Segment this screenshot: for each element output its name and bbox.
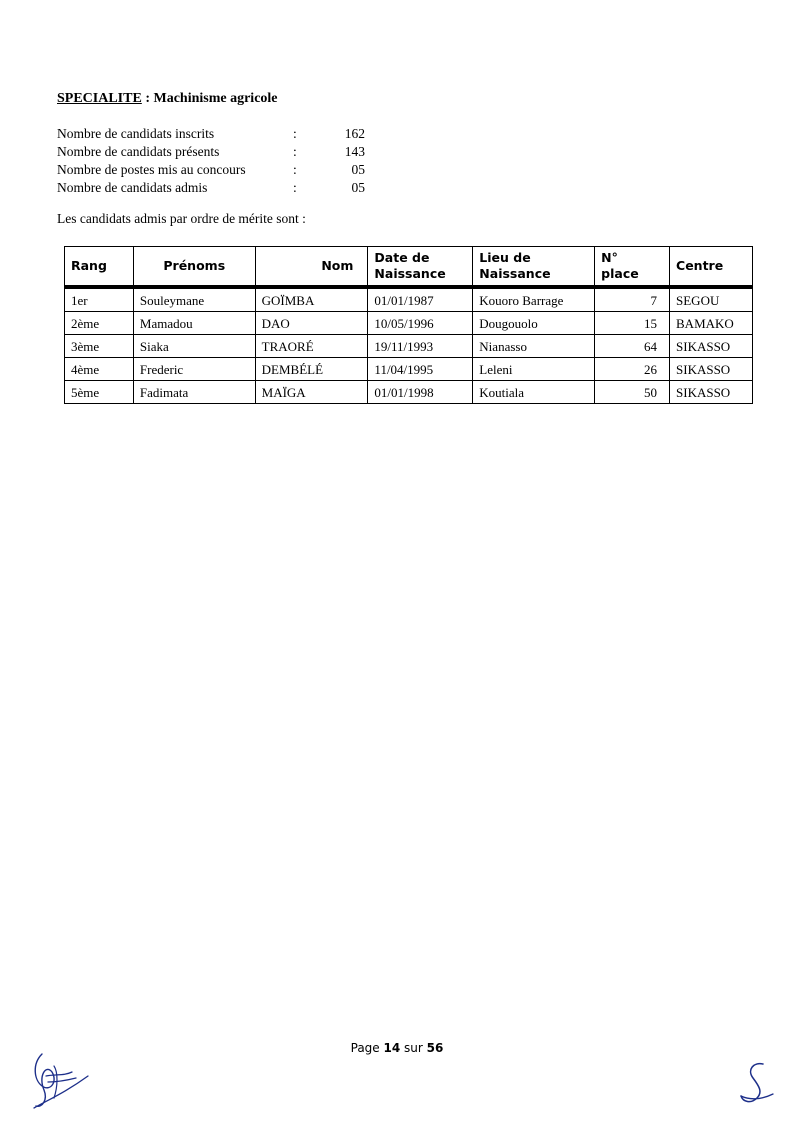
cell-nom: MAÏGA <box>255 381 368 404</box>
cell-place: 15 <box>595 312 670 335</box>
cell-nom: TRAORÉ <box>255 335 368 358</box>
stat-colon: : <box>293 180 297 195</box>
table-row <box>65 381 753 404</box>
stat-colon: : <box>293 144 297 159</box>
cell-nom: DAO <box>255 312 368 335</box>
table-row <box>65 335 753 358</box>
cell-prenoms: Souleymane <box>133 287 255 312</box>
header-numero-place <box>595 247 670 288</box>
stat-row <box>57 125 377 143</box>
stat-label: Nombre de candidats admis <box>57 180 208 195</box>
cell-rang: 4ème <box>65 358 134 381</box>
stat-label: Nombre de postes mis au concours <box>57 162 246 177</box>
stat-colon: : <box>293 162 297 177</box>
signature-left-icon <box>28 1046 94 1114</box>
table-row <box>65 287 753 312</box>
cell-prenoms: Frederic <box>133 358 255 381</box>
table-row <box>65 312 753 335</box>
cell-nom: DEMBÉLÉ <box>255 358 368 381</box>
header-centre: Centre <box>670 247 753 288</box>
cell-date: 01/01/1987 <box>368 287 473 312</box>
header-lieu-line1: Lieu de <box>479 250 531 265</box>
cell-place: 26 <box>595 358 670 381</box>
signature-right-icon <box>733 1058 779 1108</box>
cell-prenoms: Mamadou <box>133 312 255 335</box>
table-row <box>65 358 753 381</box>
header-date-naissance <box>368 247 473 288</box>
footer-page-word: Page <box>350 1041 380 1055</box>
header-place-line1: N° <box>601 250 618 265</box>
stat-value: 143 <box>344 144 365 159</box>
cell-date: 19/11/1993 <box>368 335 473 358</box>
candidate-stats <box>57 125 377 197</box>
cell-date: 10/05/1996 <box>368 312 473 335</box>
cell-rang: 3ème <box>65 335 134 358</box>
stat-colon: : <box>293 126 297 141</box>
stat-row <box>57 161 377 179</box>
cell-prenoms: Siaka <box>133 335 255 358</box>
header-date-line2: Naissance <box>374 266 446 281</box>
header-nom: Nom <box>255 247 368 288</box>
cell-lieu: Dougouolo <box>473 312 595 335</box>
page-footer <box>0 1041 794 1055</box>
stat-value: 05 <box>351 162 365 177</box>
stat-value: 05 <box>351 180 365 195</box>
footer-page-number: 14 <box>383 1041 401 1055</box>
cell-rang: 5ème <box>65 381 134 404</box>
results-intro: Les candidats admis par ordre de mérite sont : <box>57 211 306 226</box>
header-prenoms: Prénoms <box>133 247 255 288</box>
stat-label: Nombre de candidats inscrits <box>57 126 215 141</box>
specialite-value: Machinisme agricole <box>153 91 278 106</box>
header-rang: Rang <box>65 247 134 288</box>
cell-lieu: Kouoro Barrage <box>473 287 595 312</box>
table-header-row <box>65 247 753 288</box>
cell-lieu: Koutiala <box>473 381 595 404</box>
header-lieu-naissance <box>473 247 595 288</box>
header-lieu-line2: Naissance <box>479 266 551 281</box>
cell-centre: SIKASSO <box>670 335 753 358</box>
cell-centre: BAMAKO <box>670 312 753 335</box>
cell-lieu: Nianasso <box>473 335 595 358</box>
cell-rang: 2ème <box>65 312 134 335</box>
cell-date: 11/04/1995 <box>368 358 473 381</box>
stat-row <box>57 179 377 197</box>
cell-rang: 1er <box>65 287 134 312</box>
header-place-line2: place <box>601 266 639 281</box>
footer-sur-word: sur <box>404 1041 423 1055</box>
specialite-separator: : <box>141 91 154 106</box>
stat-value: 162 <box>344 126 365 141</box>
cell-centre: SIKASSO <box>670 381 753 404</box>
cell-place: 7 <box>595 287 670 312</box>
cell-centre: SEGOU <box>670 287 753 312</box>
cell-lieu: Leleni <box>473 358 595 381</box>
specialite-heading <box>57 91 278 107</box>
specialite-label: SPECIALITE <box>57 91 142 106</box>
cell-place: 50 <box>595 381 670 404</box>
cell-date: 01/01/1998 <box>368 381 473 404</box>
results-table <box>64 246 753 404</box>
cell-nom: GOÏMBA <box>255 287 368 312</box>
cell-centre: SIKASSO <box>670 358 753 381</box>
footer-total-pages: 56 <box>426 1041 444 1055</box>
cell-place: 64 <box>595 335 670 358</box>
cell-prenoms: Fadimata <box>133 381 255 404</box>
stat-label: Nombre de candidats présents <box>57 144 220 159</box>
header-date-line1: Date de <box>374 250 430 265</box>
stat-row <box>57 143 377 161</box>
